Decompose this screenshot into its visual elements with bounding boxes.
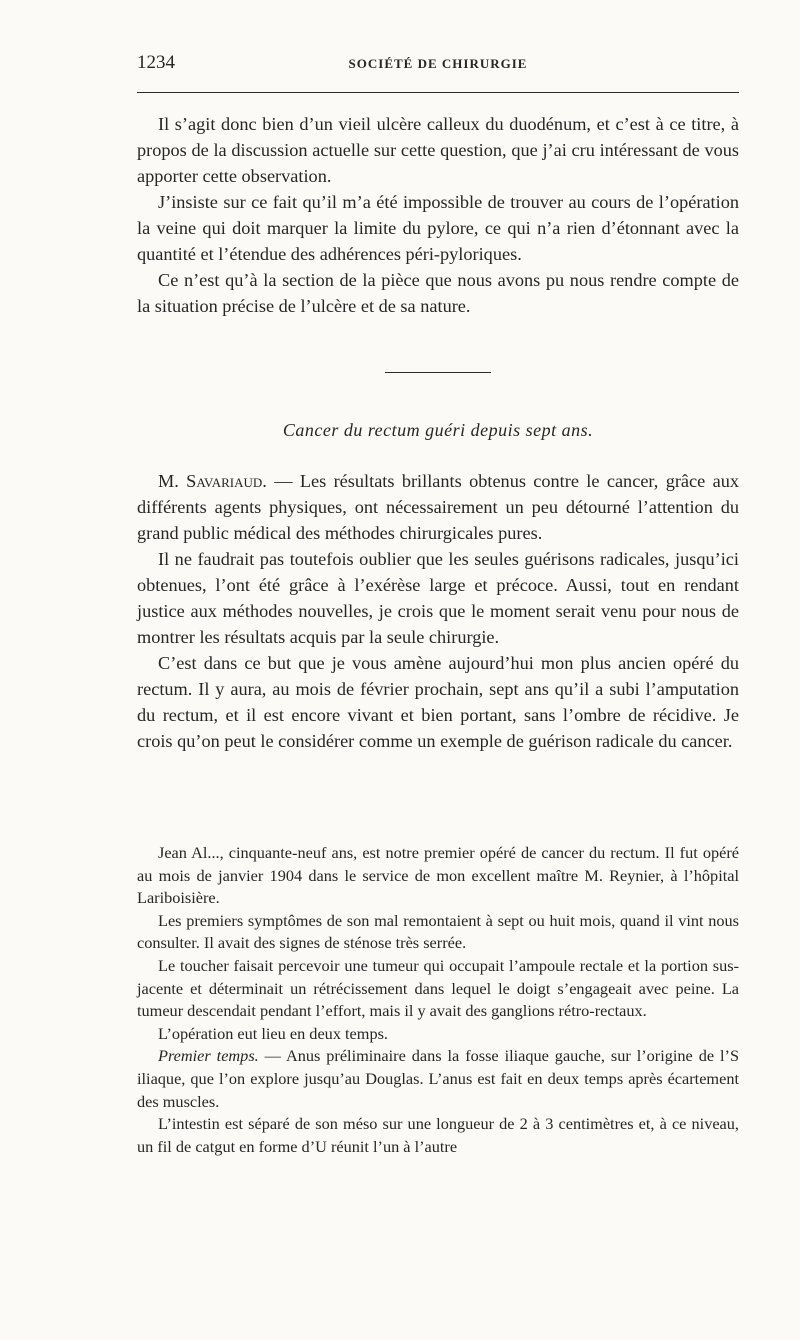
case-report: [137, 842, 739, 1158]
paragraph-text: — Les résultats brillants obtenus contre le cancer, grâce aux différents agents physiques, ont nécessairement un peu détourné l’attention du grand public médical des méthodes chirurgicales pures.: [137, 471, 739, 543]
paragraph: Le toucher faisait percevoir une tumeur qui occupait l’ampoule rectale et la portion sus-jacente et déterminait un rétrécissement dans lequel le doigt s’engageait avec peine. La tumeur descendait pendant l’effort, mais il y avait des ganglions rétro-rectaux.: [137, 955, 739, 1021]
paragraph: L’intestin est séparé de son méso sur une longueur de 2 à 3 centimètres et, à ce niveau, un fil de catgut en forme d’U réunit l’un à l’autre: [137, 1114, 739, 1156]
section-separator: [385, 372, 491, 373]
header-rule: [137, 92, 739, 93]
paragraph: Il s’agit donc bien d’un vieil ulcère calleux du duodénum, et c’est à ce titre, à propos de la discussion actuelle sur cette question, que j’ai cru intéressant de vous apporter cette observation.: [137, 114, 739, 186]
communication-text: [137, 468, 739, 754]
paragraph: [137, 1045, 739, 1113]
paragraph-text: — Anus préliminaire dans la fosse iliaque gauche, sur l’origine de l’S iliaque, que l’on explore jusqu’au Douglas. L’anus est fait en deux temps après écartement des muscles.: [137, 1046, 739, 1111]
author-name: M. Savariaud.: [158, 471, 267, 491]
running-head: SOCIÉTÉ DE CHIRURGIE: [348, 56, 528, 71]
page-number: 1234: [137, 52, 175, 73]
paragraph: Il ne faudrait pas toutefois oublier que les seules guérisons radicales, jusqu’ici obtenues, l’ont été grâce à l’exérèse large et précoce. Aussi, tout en rendant justice aux méthodes nouvelles, je crois que le moment serait venu pour nous de montrer les résultats acquis par la seule chirurgie.: [137, 549, 739, 647]
step-label: Premier temps.: [158, 1046, 259, 1066]
opening-text: [137, 111, 739, 319]
paragraph: L’opération eut lieu en deux temps.: [158, 1023, 388, 1043]
paragraph: J’insiste sur ce fait qu’il m’a été impossible de trouver au cours de l’opération la veine qui doit marquer la limite du pylore, ce qui n’a rien d’étonnant avec la quantité et l’étendue des adhérences péri-pyloriques.: [137, 192, 739, 264]
paragraph: Ce n’est qu’à la section de la pièce que nous avons pu nous rendre compte de la situation précise de l’ulcère et de sa nature.: [137, 270, 739, 316]
section-title: Cancer du rectum guéri depuis sept ans.: [282, 420, 594, 440]
paragraph: Les premiers symptômes de son mal remontaient à sept ou huit mois, quand il vint nous consulter. Il avait des signes de sténose très serrée.: [137, 910, 739, 953]
paragraph: [137, 468, 739, 546]
page-header: [137, 52, 739, 76]
paragraph: C’est dans ce but que je vous amène aujourd’hui mon plus ancien opéré du rectum. Il y aura, au mois de février prochain, sept ans qu’il a subi l’amputation du rectum, et il est encore vivant et bien portant, sans l’ombre de récidive. Je crois qu’on peut le considérer comme un exemple de guérison radicale du cancer.: [137, 653, 739, 751]
paragraph: Jean Al..., cinquante-neuf ans, est notre premier opéré de cancer du rectum. Il fut opéré au mois de janvier 1904 dans le service de mon excellent maître M. Reynier, à l’hôpital Lariboisière.: [137, 843, 739, 908]
